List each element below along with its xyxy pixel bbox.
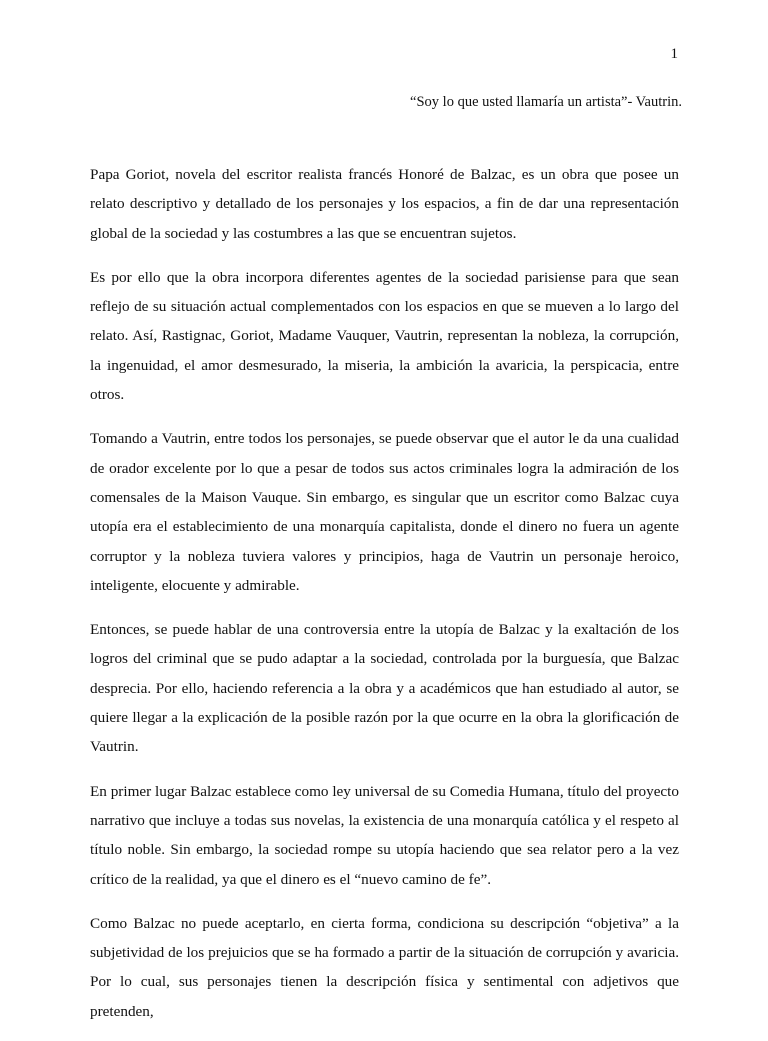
- body-text: [90, 160, 679, 1041]
- paragraph-4: Entonces, se puede hablar de una controversia entre la utopía de Balzac y la exaltación de los logros del criminal que se pudo adaptar a la sociedad, controlada por la burguesía, que Balzac desprecia. Por ello, haciendo referencia a la obra y a académicos que han estudiado al autor, se quiere llegar a la explicación de la posible razón por la que ocurre en la obra la glorificación de Vautrin.: [90, 621, 679, 756]
- page-number: 1: [670, 46, 678, 62]
- paragraph-5: En primer lugar Balzac establece como ley universal de su Comedia Humana, título del proyecto narrativo que incluye a todas sus novelas, la existencia de una monarquía católica y el respeto al título noble. Sin embargo, la sociedad rompe su utopía haciendo que sea relator pero a la vez crítico de la realidad, ya que el dinero es el “nuevo camino de fe”.: [90, 782, 679, 888]
- epigraph-quote: “Soy lo que usted llamaría un artista”- Vautrin.: [410, 94, 682, 110]
- paragraph-6: Como Balzac no puede aceptarlo, en cierta forma, condiciona su descripción “objetiva” a la subjetividad de los prejuicios que se ha formado a partir de la situación de corrupción y avaricia. Por lo cual, sus personajes tienen la descripción física y sentimental con adjetivos que pretenden,: [90, 914, 679, 1020]
- paragraph-1: Papa Goriot, novela del escritor realista francés Honoré de Balzac, es un obra que posee un relato descriptivo y detallado de los personajes y los espacios, a fin de dar una representación global de la sociedad y las costumbres a las que se encuentran sujetos.: [90, 166, 679, 242]
- paragraph-2: Es por ello que la obra incorpora diferentes agentes de la sociedad parisiense para que sean reflejo de su situación actual complementados con los espacios en que se mueven a lo largo del relato. Así, Rastignac, Goriot, Madame Vauquer, Vautrin, representan la nobleza, la corrupción, la ingenuidad, el amor desmesurado, la miseria, la ambición la avaricia, la perspicacia, entre otros.: [90, 268, 679, 404]
- paragraph-3: Tomando a Vautrin, entre todos los personajes, se puede observar que el autor le da una cualidad de orador excelente por lo que a pesar de todos sus actos criminales logra la admiración de los comensales de la Maison Vauque. Sin embargo, es singular que un escritor como Balzac cuya utopía era el establecimiento de una monarquía capitalista, donde el dinero no fuera un agente corruptor y la nobleza tuviera valores y principios, haga de Vautrin un personaje heroico, inteligente, elocuente y admirable.: [90, 430, 679, 594]
